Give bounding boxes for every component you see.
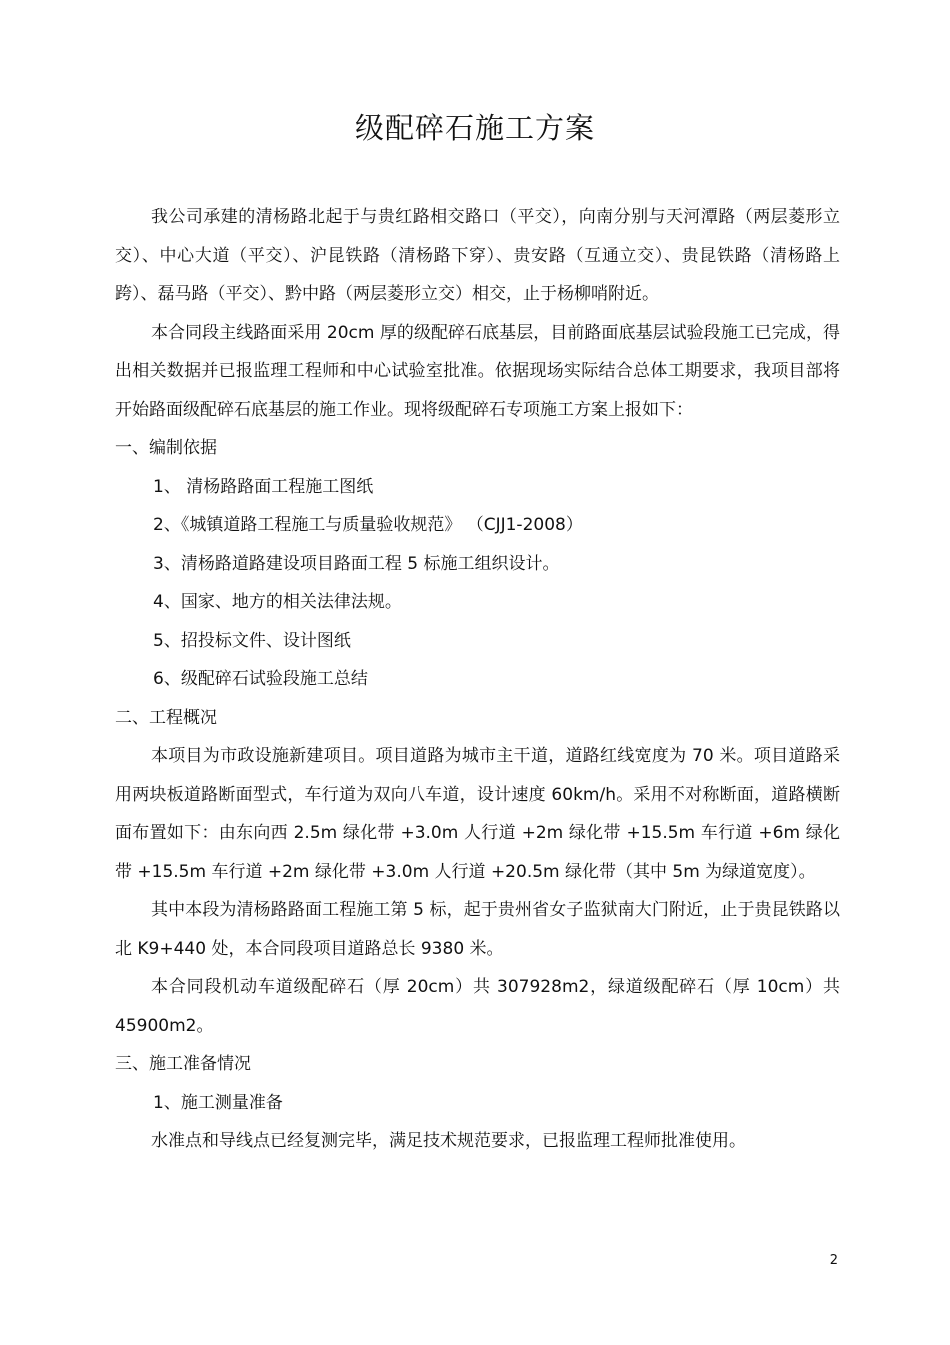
basis-item-6: 6、级配碎石试验段施工总结 — [153, 669, 368, 689]
document-title: 级配碎石施工方案 — [354, 111, 595, 145]
section-heading-preparation: 三、施工准备情况 — [115, 1054, 251, 1074]
intro-paragraph-2: 本合同段主线路面采用 20cm 厚的级配碎石底基层，目前路面底基层试验段施工已完成，得出相关数据并已报监理工程师和中心试验室批准。依据现场实际结合总体工期要求，我项目部将开始路面级配碎石底基层的施工作业。现将级配碎石专项施工方案上报如下： — [115, 322, 840, 420]
basis-item-4: 4、国家、地方的相关法律法规。 — [153, 592, 402, 612]
preparation-paragraph: 水准点和导线点已经复测完毕，满足技术规范要求，已报监理工程师批准使用。 — [151, 1131, 746, 1151]
document-body — [115, 198, 840, 1161]
page-number: 2 — [829, 1253, 838, 1268]
overview-paragraph-1: 本项目为市政设施新建项目。项目道路为城市主干道，道路红线宽度为 70 米。项目道路采用两块板道路断面型式，车行道为双向八车道，设计速度 60km/h。采用不对称断面，道路横断面布置如下：由东向西 2.5m 绿化带 +3.0m 人行道 +2m 绿化带 +15.5m 车行道 +6m 绿化带 +15.5m 车行道 +2m 绿化带 +3.0m 人行道 +20.5m 绿化带（其中 5m 为绿道宽度）。 — [115, 746, 840, 882]
section-heading-basis: 一、编制依据 — [115, 438, 217, 458]
section-heading-overview: 二、工程概况 — [115, 707, 217, 728]
basis-item-1: 1、 清杨路路面工程施工图纸 — [153, 476, 374, 497]
overview-paragraph-2: 其中本段为清杨路路面工程施工第 5 标，起于贵州省女子监狱南大门附近，止于贵昆铁路以北 K9+440 处，本合同段项目道路总长 9380 米。 — [115, 900, 840, 959]
basis-item-5: 5、招投标文件、设计图纸 — [153, 630, 351, 651]
intro-paragraph-1: 我公司承建的清杨路北起于与贵红路相交路口（平交），向南分别与天河潭路（两层菱形立交）、中心大道（平交）、沪昆铁路（清杨路下穿）、贵安路（互通立交）、贵昆铁路（清杨路上跨）、磊马路（平交）、黔中路（两层菱形立交）相交，止于杨柳哨附近。 — [115, 207, 840, 304]
basis-item-2: 2、《城镇道路工程施工与质量验收规范》 （CJJ1-2008） — [153, 515, 583, 535]
overview-paragraph-3: 本合同段机动车道级配碎石（厚 20cm）共 307928m2，绿道级配碎石（厚 10cm）共 45900m2。 — [115, 977, 840, 1036]
basis-item-3: 3、清杨路道路建设项目路面工程 5 标施工组织设计。 — [153, 553, 560, 574]
preparation-subheading: 1、施工测量准备 — [153, 1092, 283, 1113]
